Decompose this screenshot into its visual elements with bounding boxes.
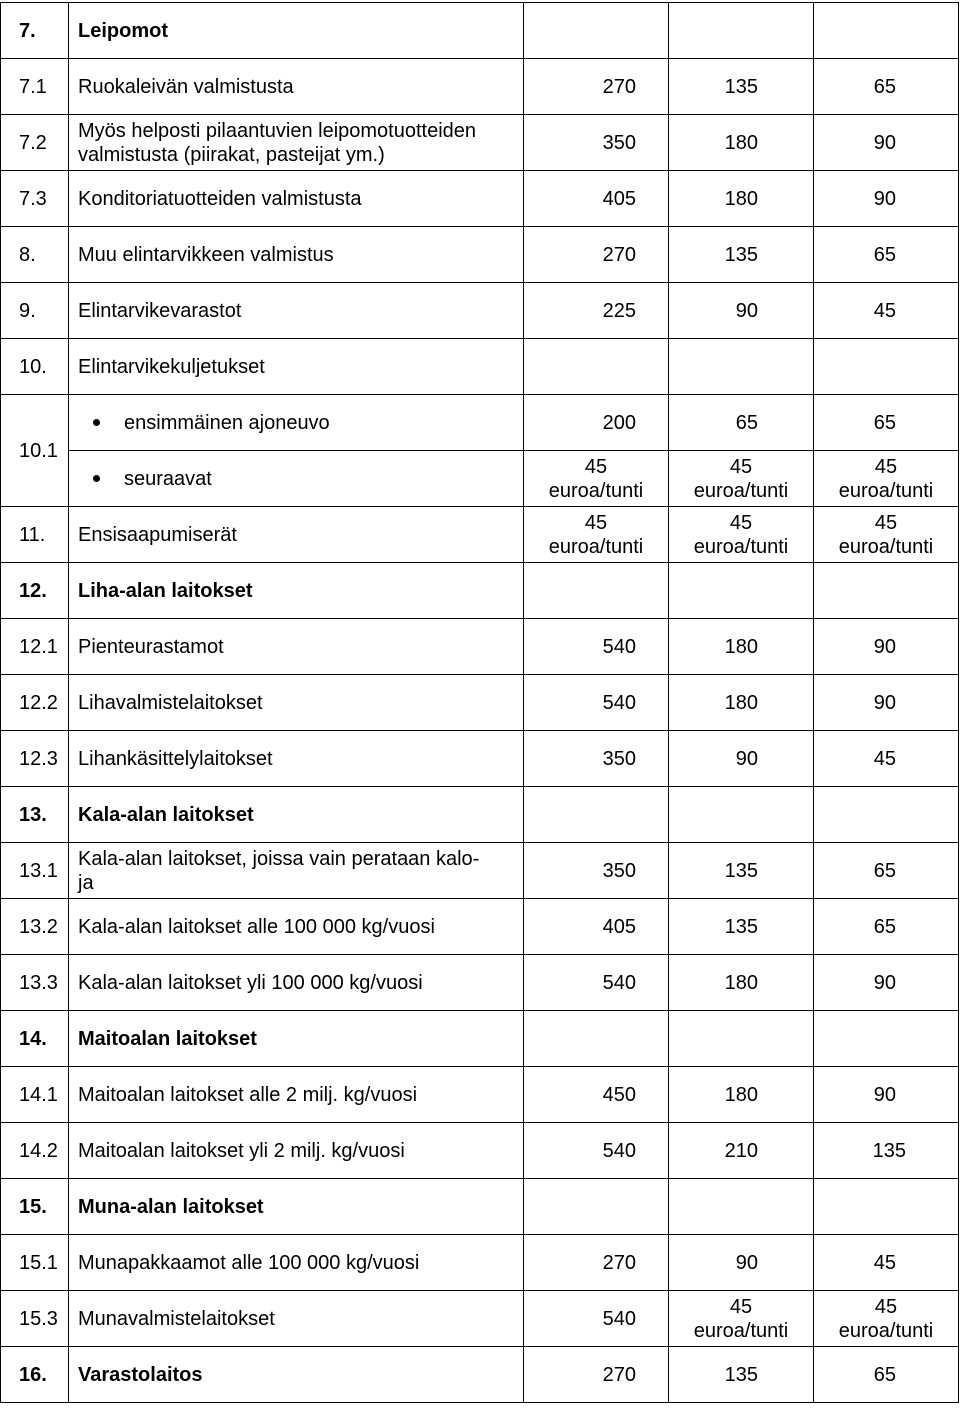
- hourly-rate-2: 45 euroa/tunti: [669, 451, 814, 507]
- fee-value-3: 65: [814, 843, 959, 899]
- row-label: Pienteurastamot: [69, 619, 524, 675]
- row-label: Ensisaapumiserät: [69, 507, 524, 563]
- fee-value-2: 90: [669, 731, 814, 787]
- row-label-line-1: Kala-alan laitokset, joissa vain perataan kalo-: [78, 847, 480, 870]
- table-row: [1, 1291, 959, 1347]
- row-label: Lihankäsittelylaitokset: [69, 731, 524, 787]
- row-label: Maitoalan laitokset yli 2 milj. kg/vuosi: [69, 1123, 524, 1179]
- fee-value-3: 90: [814, 1067, 959, 1123]
- row-label: Muna-alan laitokset: [69, 1179, 524, 1235]
- table-row: [1, 507, 959, 563]
- row-number: 7.2: [1, 115, 69, 171]
- table-row: [1, 227, 959, 283]
- table-row: [1, 1235, 959, 1291]
- fee-value-3: 65: [814, 1347, 959, 1403]
- row-number: 14.1: [1, 1067, 69, 1123]
- row-label: Liha-alan laitokset: [69, 563, 524, 619]
- table-row: [1, 619, 959, 675]
- row-label: Maitoalan laitokset: [69, 1011, 524, 1067]
- fee-value-1: 350: [524, 843, 669, 899]
- row-number: 13.: [1, 787, 69, 843]
- table-row: [1, 731, 959, 787]
- row-label: Konditoriatuotteiden valmistusta: [69, 171, 524, 227]
- fee-value-1: 270: [524, 1347, 669, 1403]
- table-row: [1, 115, 959, 171]
- fee-value-2: 135: [669, 1347, 814, 1403]
- hourly-rate-3: 45 euroa/tunti: [814, 507, 959, 563]
- fee-value-2: 65: [669, 395, 814, 451]
- fee-value-2: 90: [669, 283, 814, 339]
- fee-value-1: 405: [524, 171, 669, 227]
- bullet-label: seuraavat: [124, 467, 212, 490]
- row-number: 7.: [1, 3, 69, 59]
- fee-value-1: 405: [524, 899, 669, 955]
- row-number: 12.3: [1, 731, 69, 787]
- table-row: [1, 1347, 959, 1403]
- fee-value-3: 90: [814, 955, 959, 1011]
- row-label: Elintarvikekuljetukset: [69, 339, 524, 395]
- bullet-row-subsequent: [69, 451, 524, 507]
- row-number: 13.2: [1, 899, 69, 955]
- row-label-line-1: Myös helposti pilaantuvien leipomotuotteiden: [78, 119, 477, 142]
- row-number: 15.1: [1, 1235, 69, 1291]
- fee-value-2: 135: [669, 59, 814, 115]
- table-row: [1, 395, 959, 451]
- fee-value-2: 180: [669, 619, 814, 675]
- table-row: [1, 955, 959, 1011]
- fee-value-1: 540: [524, 675, 669, 731]
- fee-value-2: 180: [669, 115, 814, 171]
- fee-value-1: 540: [524, 955, 669, 1011]
- fee-value-1: 540: [524, 1123, 669, 1179]
- fee-value-2: 135: [669, 843, 814, 899]
- fee-value-3: 135: [814, 1123, 959, 1179]
- table-row: [1, 59, 959, 115]
- hourly-rate-3: 45 euroa/tunti: [814, 1291, 959, 1347]
- row-label: Varastolaitos: [69, 1347, 524, 1403]
- fee-value-3: 65: [814, 227, 959, 283]
- row-label: Elintarvikevarastot: [69, 283, 524, 339]
- table-row: [1, 1179, 959, 1235]
- row-number: 10.1: [1, 395, 69, 507]
- fee-value-2: 90: [669, 1235, 814, 1291]
- fee-value-1: 450: [524, 1067, 669, 1123]
- fee-value-2: 135: [669, 227, 814, 283]
- fee-value-1: 540: [524, 619, 669, 675]
- fee-value-3: 45: [814, 731, 959, 787]
- row-label: Kala-alan laitokset yli 100 000 kg/vuosi: [69, 955, 524, 1011]
- bullet-icon: [93, 419, 100, 426]
- table-row: [1, 339, 959, 395]
- row-number: 14.2: [1, 1123, 69, 1179]
- table-row: [1, 1123, 959, 1179]
- table-row: [1, 1011, 959, 1067]
- row-number: 15.3: [1, 1291, 69, 1347]
- row-label: Ruokaleivän valmistusta: [69, 59, 524, 115]
- table-row: [1, 1067, 959, 1123]
- bullet-row-first-vehicle: [69, 395, 524, 451]
- row-label-line-2: ja: [78, 871, 94, 894]
- row-label: Munavalmistelaitokset: [69, 1291, 524, 1347]
- row-label: Lihavalmistelaitokset: [69, 675, 524, 731]
- fee-value-1: 270: [524, 227, 669, 283]
- fee-value-2: 180: [669, 675, 814, 731]
- table-row: [1, 787, 959, 843]
- row-number: 14.: [1, 1011, 69, 1067]
- fee-table: [0, 2, 959, 1403]
- row-number: 15.: [1, 1179, 69, 1235]
- row-number: 12.2: [1, 675, 69, 731]
- table-row: [1, 899, 959, 955]
- row-number: 7.3: [1, 171, 69, 227]
- fee-value-2: 135: [669, 899, 814, 955]
- fee-value-2: 180: [669, 955, 814, 1011]
- row-label: Muu elintarvikkeen valmistus: [69, 227, 524, 283]
- row-label: Leipomot: [69, 3, 524, 59]
- row-label: [69, 115, 524, 171]
- fee-value-3: 90: [814, 115, 959, 171]
- fee-value-1: 350: [524, 731, 669, 787]
- fee-value-2: 180: [669, 171, 814, 227]
- hourly-rate-1: 45 euroa/tunti: [524, 507, 669, 563]
- row-label-line-2: valmistusta (piirakat, pasteijat ym.): [78, 143, 385, 166]
- bullet-label: ensimmäinen ajoneuvo: [124, 411, 330, 434]
- hourly-rate-1: 45 euroa/tunti: [524, 451, 669, 507]
- row-number: 13.1: [1, 843, 69, 899]
- fee-value-1: 540: [524, 1291, 669, 1347]
- table-row: [1, 3, 959, 59]
- row-number: 12.: [1, 563, 69, 619]
- row-label: Kala-alan laitokset: [69, 787, 524, 843]
- fee-value-1: 200: [524, 395, 669, 451]
- table-row: [1, 171, 959, 227]
- row-number: 12.1: [1, 619, 69, 675]
- hourly-rate-2: 45 euroa/tunti: [669, 1291, 814, 1347]
- table-row: [1, 675, 959, 731]
- fee-value-1: 270: [524, 59, 669, 115]
- row-label: Kala-alan laitokset alle 100 000 kg/vuosi: [69, 899, 524, 955]
- fee-value-3: 90: [814, 675, 959, 731]
- fee-value-3: 65: [814, 59, 959, 115]
- row-label: Maitoalan laitokset alle 2 milj. kg/vuosi: [69, 1067, 524, 1123]
- row-number: 11.: [1, 507, 69, 563]
- table-row: [1, 843, 959, 899]
- table-row: [1, 451, 959, 507]
- fee-value-1: 350: [524, 115, 669, 171]
- fee-value-3: 90: [814, 171, 959, 227]
- hourly-rate-3: 45 euroa/tunti: [814, 451, 959, 507]
- row-number: 13.3: [1, 955, 69, 1011]
- fee-value-2: 210: [669, 1123, 814, 1179]
- row-number: 8.: [1, 227, 69, 283]
- fee-value-2: 180: [669, 1067, 814, 1123]
- fee-value-1: 270: [524, 1235, 669, 1291]
- row-number: 10.: [1, 339, 69, 395]
- fee-value-3: 90: [814, 619, 959, 675]
- row-number: 7.1: [1, 59, 69, 115]
- fee-value-3: 45: [814, 1235, 959, 1291]
- table-row: [1, 563, 959, 619]
- row-label: [69, 843, 524, 899]
- row-label: Munapakkaamot alle 100 000 kg/vuosi: [69, 1235, 524, 1291]
- fee-value-3: 65: [814, 395, 959, 451]
- bullet-icon: [93, 475, 100, 482]
- row-number: 9.: [1, 283, 69, 339]
- fee-value-1: 225: [524, 283, 669, 339]
- hourly-rate-2: 45 euroa/tunti: [669, 507, 814, 563]
- fee-value-3: 65: [814, 899, 959, 955]
- fee-value-3: 45: [814, 283, 959, 339]
- row-number: 16.: [1, 1347, 69, 1403]
- table-row: [1, 283, 959, 339]
